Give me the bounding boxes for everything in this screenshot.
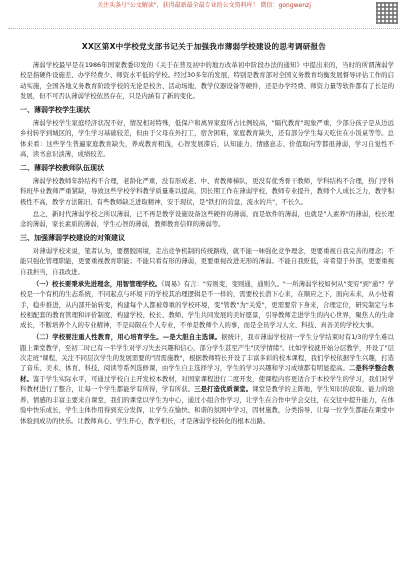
paragraph-summary: 总之，新时代薄弱学校之所以薄弱，已不再是教学设施设备这些硬件的薄弱，而是软件的薄弱，也就是"人素养"的薄弱，校长理念的薄弱，家长素质的薄弱，学生心智的薄弱，教师教育信仰的薄弱等。 <box>20 209 394 229</box>
paragraph-principal-text: 《周易》有言："穷则变，变则通，通则久。"一所薄弱学校如何从"变穷"到"通"？学校是一个有机的生态系统，不同起点与环境下的学校其治理逻辑是不一样的，需要校长潜下心来，在顺应之下，面向未来，从小处着手，稳步推进，从内部开始转变，构建每个人都被尊重的学校环境，变"管教"为"关爱"，更需要常下身来，合理定位，研究制定与本校相配套的教育管理和评价制度，构建学校、校长、教师、学生共同发展的美好愿景，引导教师走进学生的内心世界，聚焦人的生命成长，不断培养个人的专业精神，不是局限在个人专业，不单是教师个人的事，而是全员学习人文、科技、真善美的学校大事。 <box>20 279 394 330</box>
paragraph-classroom-text: 课堂是教学的主阵地，学生知识的获取、能力的培养、情感的丰富主要来自课堂，我们的课堂以学生为中心，通过小组合作学习，让学生在合作中学会交往，在交往中提升能力，在体验中快乐成长，学生主体作用得到充分发挥，让学生在愉快、和谐的氛围中学习，因材施教，分类指导，让每一位学生都能在课堂中体验到成功的快乐。让教师真心、学生开心，教学相长，才是薄弱学校转化的根本出路。 <box>20 385 394 425</box>
paragraph-suggestions: 对薄弱学校来说，笔者认为，要摆脱困境，走出竞争机制的传统路线，就不能一味强化竞争理念，更要重视自我完善的理念；不能只强化管理职能，更要重视教育职能；不能只看有形的薄弱，更要重视改进无形的薄弱。不能自我贬低，寄希望于外部，更要重视自我担当，自我改进。 <box>20 247 394 276</box>
top-banner <box>8 2 400 29</box>
paragraph-school-text: 据统计，我市薄弱学校初一学生分学结束时有1/3的学生难以跟上课堂教学，至初二时已有一半学生对学习失去兴趣和信心，部分学生甚至产生"厌学情绪"。比如学校就开始分层教学，开设了"层次走班"课程，关注不同层次学生的发展需要的"因需施教"，根据教师特长开设了丰富多彩的校本课程，我们学校依据学生兴趣，打造了音乐、美术、体育、科技、阅读等系列选修课，由学生自主选择学习，学生的学习兴趣和学习成绩都有明显提高。 <box>20 333 394 373</box>
subheading-textbook: 二是科学整合教材。 <box>20 364 394 383</box>
paragraph-teacher-status: 薄弱学校教师年龄结构不合理，老龄化严重，没有形成老、中、青教师梯队，更没有优秀骨干教师，学科结构不合理，热门学科科班毕业教师严重紧缺，导致这些学校学科教学质量难以提高，因长期工作在薄弱学校，教师专业提升，教师个人成长乏力，教学积极性不高，教学方法陈旧，有些教师缺乏进取精神，安于现状，是"铁打的营盘，流水的兵"，不长久。 <box>20 177 394 206</box>
paragraph-intro: 薄弱学校最早是在1986年国家教委印发的《关于在普及初中的地方改革初中阶段办法的通知》中提出来的，当时的所谓薄弱学校是指硬件设施差、办学经费少、师资水平低的学校。经过30多年的发展，特别是教育部对全国义务教育均衡发展督导评估工作的启动实施，全国各地义务教育阶段学校的无论是校舍、活动场地，教学仪器设备等硬件，还是办学经费、师资力量等软件都有了长足的发展，但不可否认薄弱学校依然存在，只是内涵有了新的变化。 <box>20 61 394 101</box>
paragraph-principal <box>20 279 394 331</box>
subheading-school: （二）学校要注重人性教育，用心培育学生。 <box>32 333 163 342</box>
banner-text: 关注头条号"公文解读"，获得最新最全最专业的公文资料库！ 微信：gongwenzj <box>97 2 311 9</box>
paragraph-textbook-text: 鉴于学生实际水平，可通过学校自主开发校本教材，对国家课程进行二度开发，使课程内容更适合于本校学生的学习，我们对学科教材进行了整合，让每一个学生都能学有所得，学有所获。 <box>20 374 394 394</box>
subheading-principal: （一）校长要秉承先进理念，用智管理学校。 <box>32 279 162 288</box>
subheading-course-choice: —是大胆自主选课。 <box>162 333 222 342</box>
document-body <box>20 60 394 574</box>
paragraph-school <box>20 332 394 426</box>
section-heading-2: 二、薄弱学校教师队伍现状 <box>20 163 104 172</box>
subheading-classroom: 三是打造优质课堂。 <box>194 385 253 394</box>
qr-code-icon <box>376 2 398 24</box>
page-title: XX区第X中学校党支部书记关于加强我市薄弱学校建设的思考调研报告 <box>81 42 327 51</box>
section-heading-1: 一、薄弱学校学生现状 <box>20 105 90 114</box>
section-heading-3: 三、加强薄弱学校建设的对策建议 <box>20 233 125 242</box>
paragraph-student-status: 薄弱学校学生家庭经济状况不好，情况相对特殊，低保户和离异家庭所占比例较高，"隔代教育"现象严重，少部分孩子是从边远乡村转学到城区的，学生学习基础较差，但由于父母在外打工，宿舍困难，家庭教育缺失，还有部分学生每天吃住在小饭桌等等。总体来看：这些学生普遍家庭教育缺失，养成教育粗浅，心智发展滞后，认知能力、情感意志、价值取向等都很薄弱，学习自觉性不高，读书意识淡薄，成绩较差。 <box>20 119 394 159</box>
